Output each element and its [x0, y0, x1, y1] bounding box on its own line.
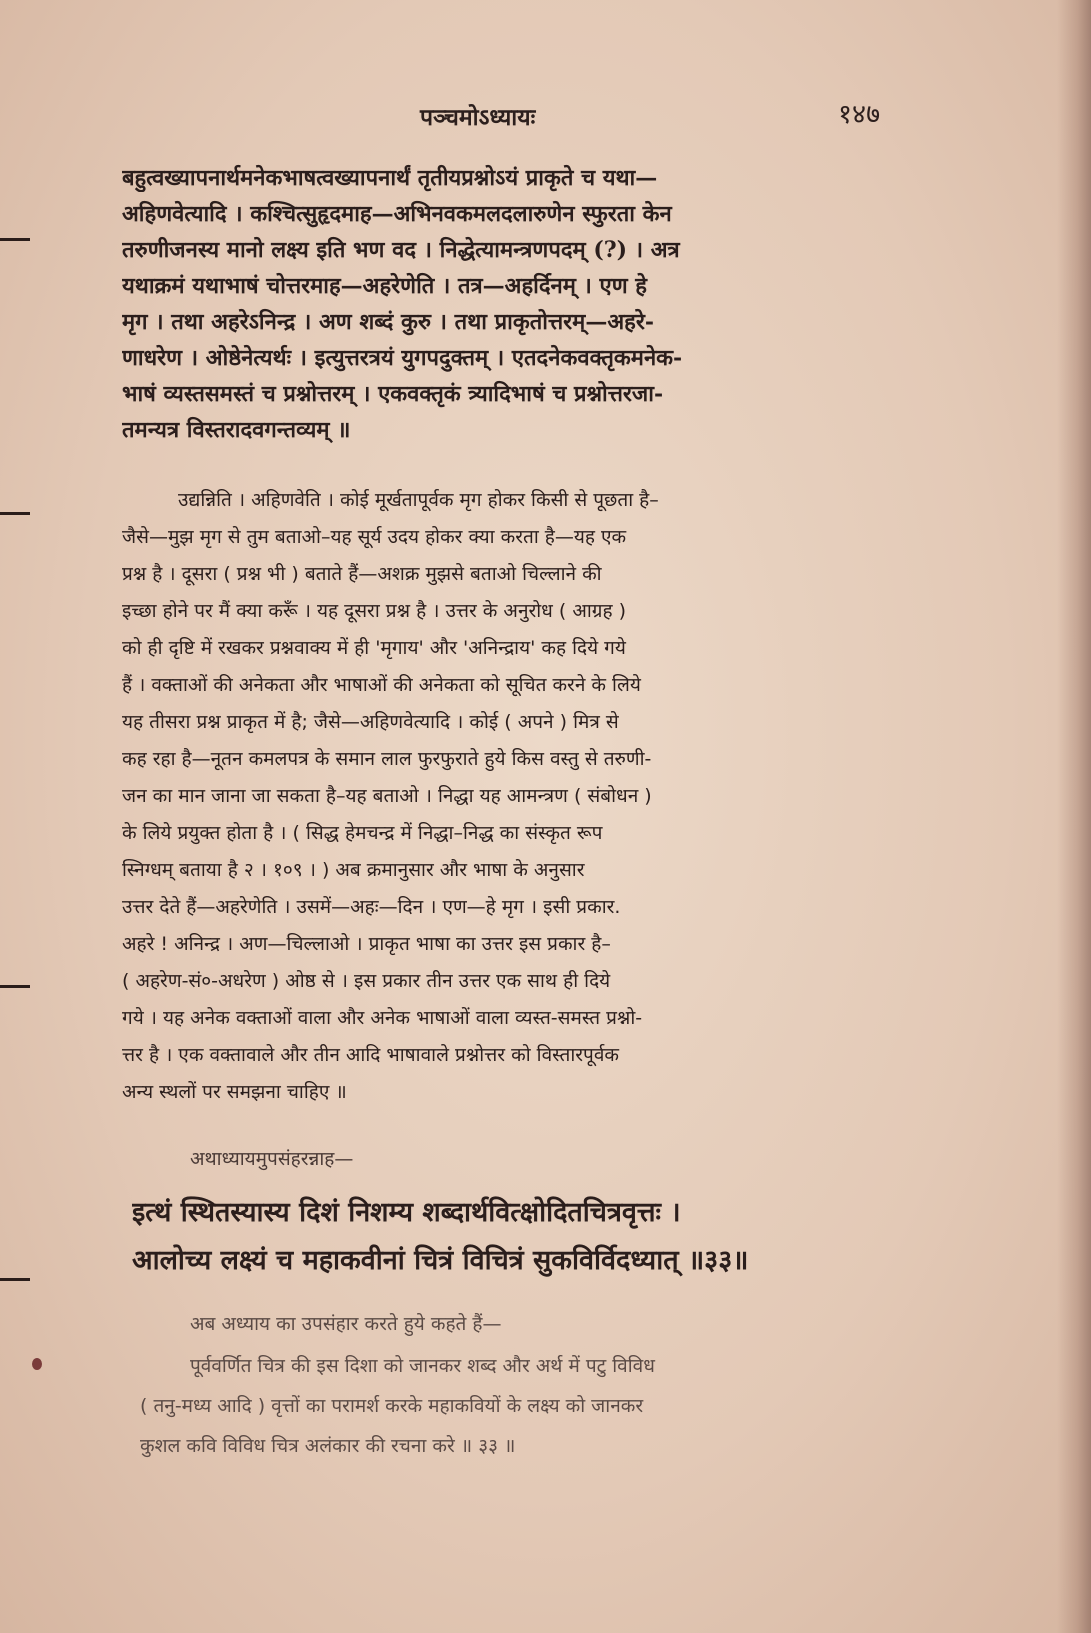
translation-line: इच्छा होने पर मैं क्या करूँ । यह दूसरा प्रश्न है । उत्तर के अनुरोध ( आग्रह ): [122, 600, 627, 622]
translation-line: ( अहरेण-सं०-अधरेण ) ओष्ठ से । इस प्रकार तीन उत्तर एक साथ ही दिये: [122, 970, 611, 992]
verse-intro: अथाध्यायमुपसंहरन्नाह—: [190, 1148, 354, 1170]
translation-line: प्रश्न है । दूसरा ( प्रश्न भी ) बताते हैं—अशक्र मुझसे बताओ चिल्लाने की: [122, 563, 602, 585]
commentary-line: तमन्यत्र विस्तरादवगन्तव्यम् ॥: [122, 417, 351, 443]
page-number: १४७: [838, 99, 881, 130]
translation-line: कह रहा है—नूतन कमलपत्र के समान लाल फुरफुराते हुये किस वस्तु से तरुणी-: [122, 748, 652, 770]
page-edge-shadow: [1057, 0, 1091, 1633]
verse-line: इत्थं स्थितस्यास्य दिशं निशम्य शब्दार्थवित्क्षोदितचित्रवृत्तः ।: [132, 1197, 681, 1228]
ink-spot: [32, 1358, 42, 1370]
translation-line: जन का मान जाना जा सकता है–यह बताओ । निद्धा यह आमन्त्रण ( संबोधन ): [122, 785, 652, 807]
running-title: पञ्चमोऽध्यायः: [420, 105, 536, 131]
verse-translation-line: ( तनु-मध्य आदि ) वृत्तों का परामर्श करके महाकवियों के लक्ष्य को जानकर: [140, 1395, 644, 1417]
page-edge-mark: [0, 512, 30, 515]
page-edge-mark: [0, 985, 30, 988]
translation-line: त्तर है । एक वक्तावाले और तीन आदि भाषावाले प्रश्नोत्तर को विस्तारपूर्वक: [122, 1044, 619, 1066]
commentary-line: मृग । तथा अहरेऽनिन्द्र । अण शब्दं कुरु । तथा प्राकृतोत्तरम्—अहरे-: [122, 309, 654, 335]
commentary-line: बहुत्वख्यापनार्थमनेकभाषत्वख्यापनार्थं तृतीयप्रश्नोऽयं प्राकृते च यथा—: [122, 165, 658, 191]
commentary-line: यथाक्रमं यथाभाषं चोत्तरमाह—अहरेणेति । तत्र—अहर्दिनम् । एण हे: [122, 273, 647, 299]
page-edge-mark: [0, 238, 30, 241]
commentary-line: भाषं व्यस्तसमस्तं च प्रश्नोत्तरम् । एकवक्तृकं त्र्यादिभाषं च प्रश्नोत्तरजा-: [122, 381, 664, 407]
translation-line: को ही दृष्टि में रखकर प्रश्नवाक्य में ही 'मृगाय' और 'अनिन्द्राय' कह दिये गये: [122, 637, 626, 659]
commentary-line: तरुणीजनस्य मानो लक्ष्य इति भण वद । निद्धेत्यामन्त्रणपदम् (?) । अत्र: [122, 237, 680, 263]
translation-line: अहरे ! अनिन्द्र । अण—चिल्लाओ । प्राकृत भाषा का उत्तर इस प्रकार है–: [122, 933, 611, 955]
translation-line: के लिये प्रयुक्त होता है । ( सिद्ध हेमचन्द्र में निद्धा–निद्ध का संस्कृत रूप: [122, 822, 603, 844]
translation-line: जैसे—मुझ मृग से तुम बताओ–यह सूर्य उदय होकर क्या करता है—यह एक: [122, 526, 627, 548]
translation-line: उत्तर देते हैं—अहरेणेति । उसमें—अहः—दिन । एण—हे मृग । इसी प्रकार.: [122, 896, 621, 918]
commentary-line: अहिणवेत्यादि । कश्चित्सुहृदमाह—अभिनवकमलदलारुणेन स्फुरता केन: [122, 201, 672, 227]
translation-line: अन्य स्थलों पर समझना चाहिए ॥: [122, 1081, 347, 1103]
verse-translation-line: कुशल कवि विविध चित्र अलंकार की रचना करे ॥ ३३ ॥: [140, 1435, 516, 1457]
translation-line: उद्यन्निति । अहिणवेति । कोई मूर्खतापूर्वक मृग होकर किसी से पूछता है–: [178, 489, 659, 511]
verse-line: आलोच्य लक्ष्यं च महाकवीनां चित्रं विचित्रं सुकविर्विदध्यात् ॥३३॥: [132, 1245, 749, 1276]
translation-line: स्निग्धम् बताया है २ । १०९ । ) अब क्रमानुसार और भाषा के अनुसार: [122, 859, 585, 881]
verse-translation-intro: अब अध्याय का उपसंहार करते हुये कहते हैं—: [190, 1313, 502, 1335]
page-edge-mark: [0, 1278, 30, 1281]
translation-line: यह तीसरा प्रश्न प्राकृत में है; जैसे—अहिणवेत्यादि । कोई ( अपने ) मित्र से: [122, 711, 619, 733]
translation-line: हैं । वक्ताओं की अनेकता और भाषाओं की अनेकता को सूचित करने के लिये: [122, 674, 641, 696]
translation-line: गये । यह अनेक वक्ताओं वाला और अनेक भाषाओं वाला व्यस्त-समस्त प्रश्नो-: [122, 1007, 643, 1029]
page-header: [0, 100, 1091, 140]
verse-translation-line: पूर्ववर्णित चित्र की इस दिशा को जानकर शब्द और अर्थ में पटु विविध: [190, 1355, 655, 1377]
commentary-line: णाधरेण । ओष्ठेनेत्यर्थः । इत्युत्तरत्रयं युगपदुक्तम् । एतदनेकवक्तृकमनेक-: [122, 345, 683, 371]
